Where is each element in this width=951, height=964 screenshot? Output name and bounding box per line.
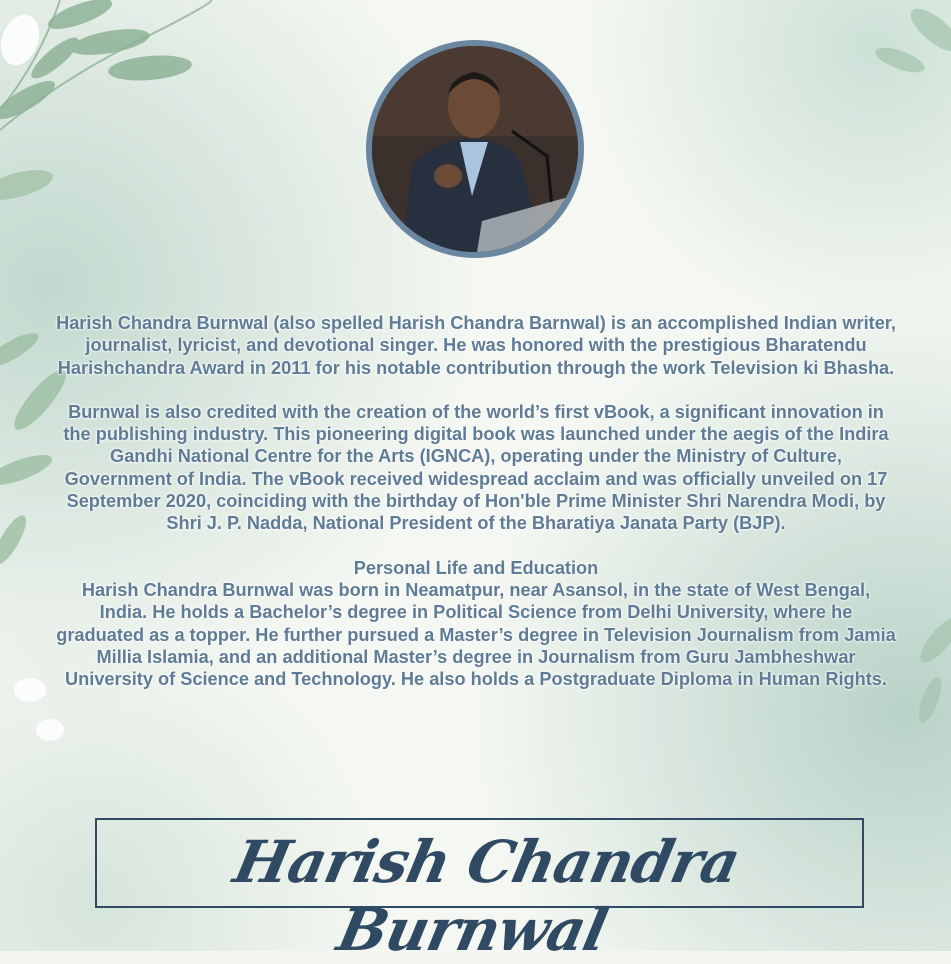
signature-name: Harish Chandra Burnwal	[228, 828, 746, 964]
speaker-portrait-image	[372, 46, 578, 252]
bio-paragraph-vbook: Burnwal is also credited with the creation of the world’s first vBook, a significant innovation in the publishing industry. This pioneering digital book was launched under the aegis of the Indira Gandhi National Centre for the Arts (IGNCA), operating under the Ministry of Culture, Government of India. The vBook received widespread acclaim and was officially unveiled on 17 September 2020, coinciding with the birthday of Hon'ble Prime Minister Shri Narendra Modi, by Shri J. P. Nadda, National President of the Bharatiya Janata Party (BJP).	[63, 401, 889, 534]
portrait-photo	[366, 40, 584, 258]
bio-paragraph-education: Harish Chandra Burnwal was born in Neamatpur, near Asansol, in the state of West Bengal, India. He holds a Bachelor’s degree in Political Science from Delhi University, where he graduated as a topper. He further pursued a Master’s degree in Television Journalism from Jamia Millia Islamia, and an additional Master’s degree in Journalism from Guru Jambheshwar University of Science and Technology. He also holds a Postgraduate Diploma in Human Rights.	[56, 579, 896, 690]
bio-paragraph-intro: Harish Chandra Burnwal (also spelled Harish Chandra Barnwal) is an accomplished Indian writer, journalist, lyricist, and devotional singer. He was honored with the prestigious Bharatendu Harishchandra Award in 2011 for his notable contribution through the work Television ki Bhasha.	[56, 313, 896, 378]
section-heading: Personal Life and Education	[353, 557, 599, 578]
signature-frame	[95, 818, 864, 964]
biography-text	[56, 312, 896, 690]
